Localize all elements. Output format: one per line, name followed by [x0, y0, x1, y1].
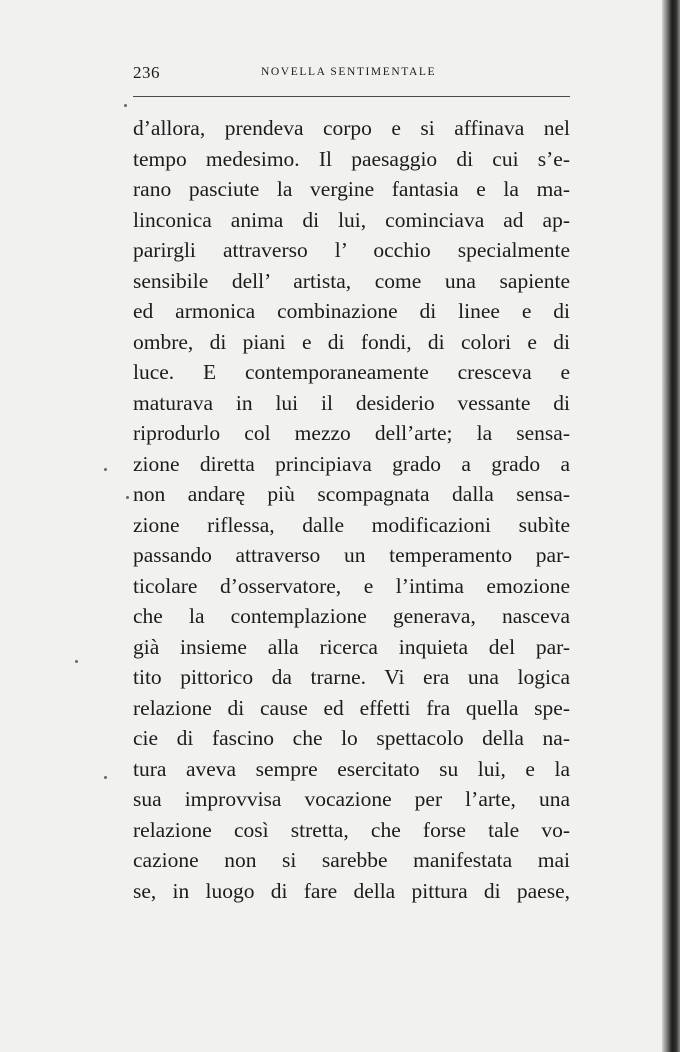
text-line: relazione di cause ed effetti fra quella spe- [133, 695, 570, 720]
text-line: cazione non si sarebbe manifestata mai [133, 848, 570, 872]
paper-speck [104, 468, 107, 471]
text-line: riprodurlo col mezzo dell’arte; la sensa- [133, 421, 570, 445]
page-header [133, 63, 570, 85]
text-line: ombre, di piani e di fondi, di colori e di [133, 329, 570, 354]
text-line: già insieme alla ricerca inquieta del par- [133, 634, 570, 659]
text-line: d’allora, prendeva corpo e si affinava nel [133, 116, 570, 140]
text-line: se, in luogo di fare della pittura di paese, [133, 878, 570, 903]
text-line: passando attraverso un temperamento par- [133, 543, 570, 567]
text-line: parirgli attraverso l’ occhio specialmente [133, 238, 570, 262]
text-line: tura aveva sempre esercitato su lui, e la [133, 756, 570, 781]
paper-speck [124, 104, 127, 107]
page-number: 236 [133, 63, 160, 82]
text-line: ed armonica combinazione di linee e di [133, 299, 570, 323]
text-line: maturava in lui il desiderio vessante di [133, 390, 570, 415]
text-line: sensibile dell’ artista, come una sapiente [133, 268, 570, 293]
text-line: luce. E contemporaneamente cresceva e [133, 360, 570, 384]
body-text [133, 113, 570, 906]
text-line: che la contemplazione generava, nasceva [133, 604, 570, 628]
text-line: tito pittorico da trarne. Vi era una logica [133, 665, 570, 689]
text-line: cie di fascino che lo spettacolo della na- [133, 726, 570, 750]
text-line: relazione così stretta, che forse tale vo- [133, 817, 570, 842]
header-rule [133, 96, 570, 97]
paper-speck [75, 660, 78, 663]
text-line: zione diretta principiava grado a grado a [133, 451, 570, 476]
text-line: ticolare d’osservatore, e l’intima emozione [133, 573, 570, 598]
text-line: rano pasciute la vergine fantasia e la ma- [133, 177, 570, 201]
text-line: linconica anima di lui, cominciava ad ap- [133, 207, 570, 232]
text-line: non andarę più scompagnata dalla sensa- [133, 482, 570, 506]
text-line: zione riflessa, dalle modificazioni subìte [133, 512, 570, 537]
paper-speck [104, 776, 107, 779]
text-line: sua improvvisa vocazione per l’arte, una [133, 787, 570, 811]
book-spine-shadow [662, 0, 680, 1052]
paper-speck [126, 496, 129, 499]
running-title: NOVELLA SENTIMENTALE [261, 66, 437, 78]
text-line: tempo medesimo. Il paesaggio di cui s’e- [133, 146, 570, 171]
